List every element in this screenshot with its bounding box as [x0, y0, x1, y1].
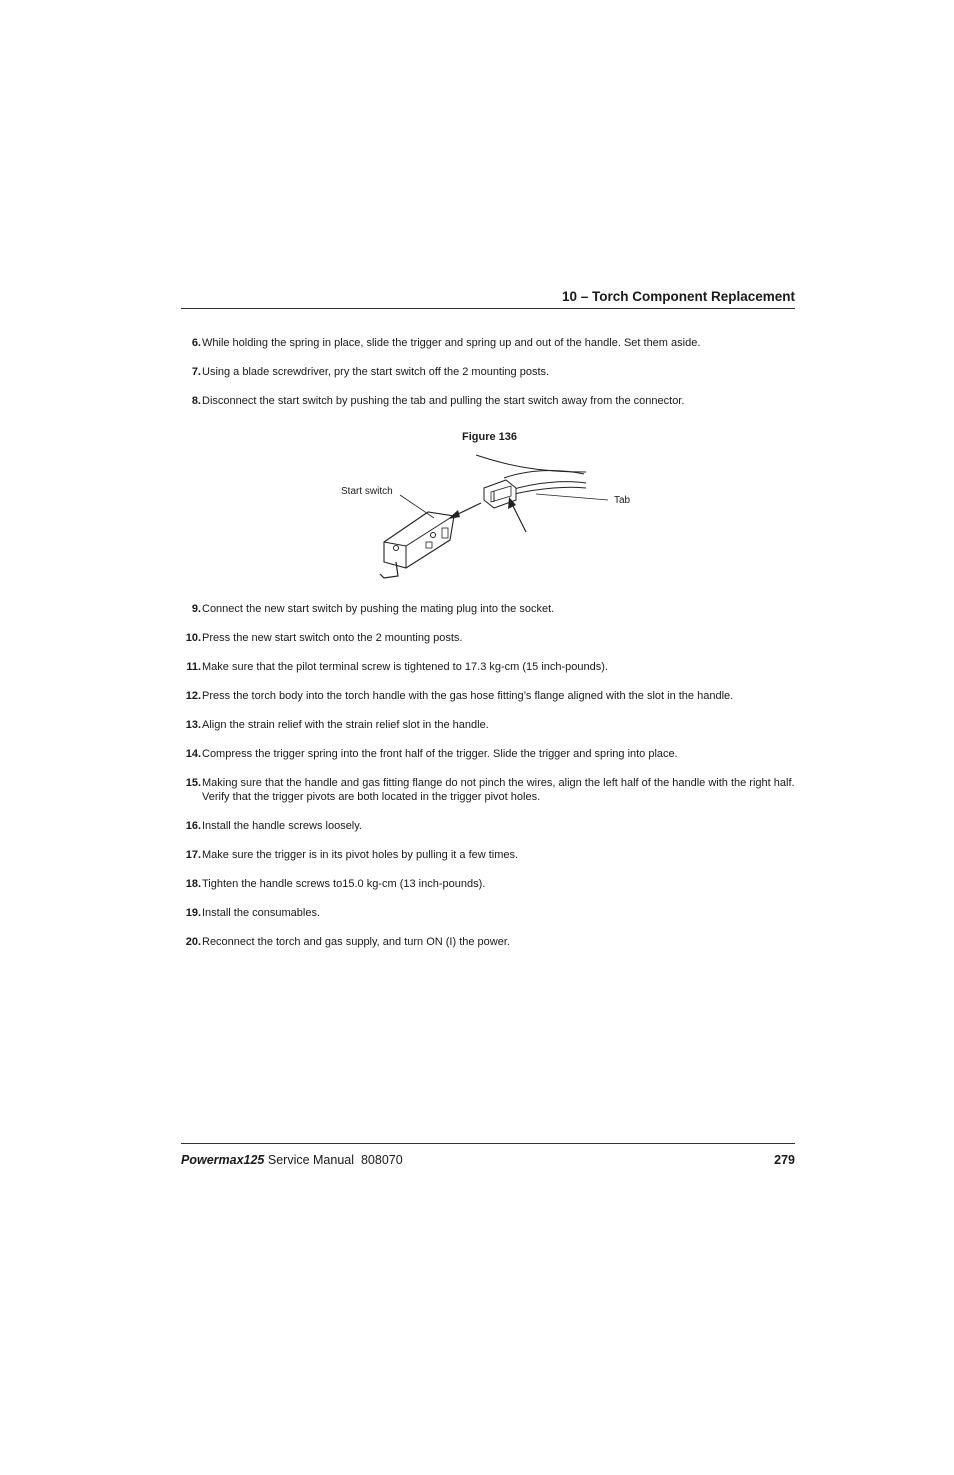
step-number: 12.: [185, 690, 201, 702]
step-text: Press the new start switch onto the 2 mounting posts.: [202, 632, 463, 644]
step-number: 13.: [185, 719, 201, 731]
step-text: Make sure that the pilot terminal screw is tightened to 17.3 kg-cm (15 inch-pounds).: [202, 661, 608, 673]
step-10: [181, 631, 795, 645]
step-text: Making sure that the handle and gas fitting flange do not pinch the wires, align the left half of the handle with the right half. Verify that the trigger pivots are both located in the trigger pivot holes.: [202, 777, 795, 803]
step-number: 11.: [186, 661, 201, 673]
step-12: [181, 689, 795, 703]
step-text: Disconnect the start switch by pushing the tab and pulling the start switch away from the connector.: [202, 395, 685, 407]
step-text: Using a blade screwdriver, pry the start switch off the 2 mounting posts.: [202, 366, 550, 378]
step-number: 6.: [191, 337, 201, 349]
step-18: [181, 877, 795, 891]
step-9: [181, 602, 795, 616]
label-tab: Tab: [614, 495, 631, 506]
step-14: [181, 747, 795, 761]
step-number: 17.: [185, 849, 201, 861]
step-text: Align the strain relief with the strain relief slot in the handle.: [202, 719, 489, 731]
product-name: Powermax125: [181, 1153, 265, 1167]
step-13: [181, 718, 795, 732]
page-number: 279: [774, 1153, 795, 1167]
step-text: Reconnect the torch and gas supply, and turn ON (I) the power.: [202, 936, 510, 948]
document-title: Service Manual 808070: [264, 1153, 403, 1167]
step-text: Install the handle screws loosely.: [202, 820, 362, 832]
step-text: Tighten the handle screws to15.0 kg-cm (13 inch-pounds).: [202, 878, 486, 890]
step-number: 9.: [191, 603, 201, 615]
header-rule: [181, 308, 795, 309]
step-text: Compress the trigger spring into the front half of the trigger. Slide the trigger and spring into place.: [202, 748, 678, 760]
step-20: [181, 935, 795, 949]
step-number: 10.: [185, 632, 201, 644]
step-17: [181, 848, 795, 862]
step-text: Make sure the trigger is in its pivot holes by pulling it a few times.: [202, 849, 519, 861]
step-number: 20.: [185, 936, 201, 948]
footer-rule: [181, 1143, 795, 1144]
step-number: 16.: [185, 820, 201, 832]
step-11: [181, 660, 795, 674]
step-number: 14.: [185, 748, 201, 760]
step-text: While holding the spring in place, slide the trigger and spring up and out of the handle. Set them aside.: [202, 337, 701, 349]
step-number: 19.: [185, 907, 201, 919]
figure-caption: Figure 136: [462, 431, 518, 443]
step-text: Press the torch body into the torch handle with the gas hose fitting’s flange aligned with the slot in the handle.: [202, 690, 734, 702]
step-number: 18.: [185, 878, 201, 890]
step-6: [181, 336, 795, 350]
step-7: [181, 365, 795, 379]
step-text: Connect the new start switch by pushing the mating plug into the socket.: [202, 603, 555, 615]
step-15: [181, 776, 795, 804]
step-8: [181, 394, 795, 408]
step-number: 8.: [191, 395, 201, 407]
label-start-switch: Start switch: [341, 486, 393, 497]
start-switch-figure: [336, 450, 636, 585]
step-text: Install the consumables.: [202, 907, 321, 919]
step-number: 7.: [191, 366, 201, 378]
step-number: 15.: [185, 777, 201, 789]
footer-doc-info: [181, 1153, 403, 1167]
step-16: [181, 819, 795, 833]
step-19: [181, 906, 795, 920]
section-title: 10 – Torch Component Replacement: [561, 289, 795, 304]
